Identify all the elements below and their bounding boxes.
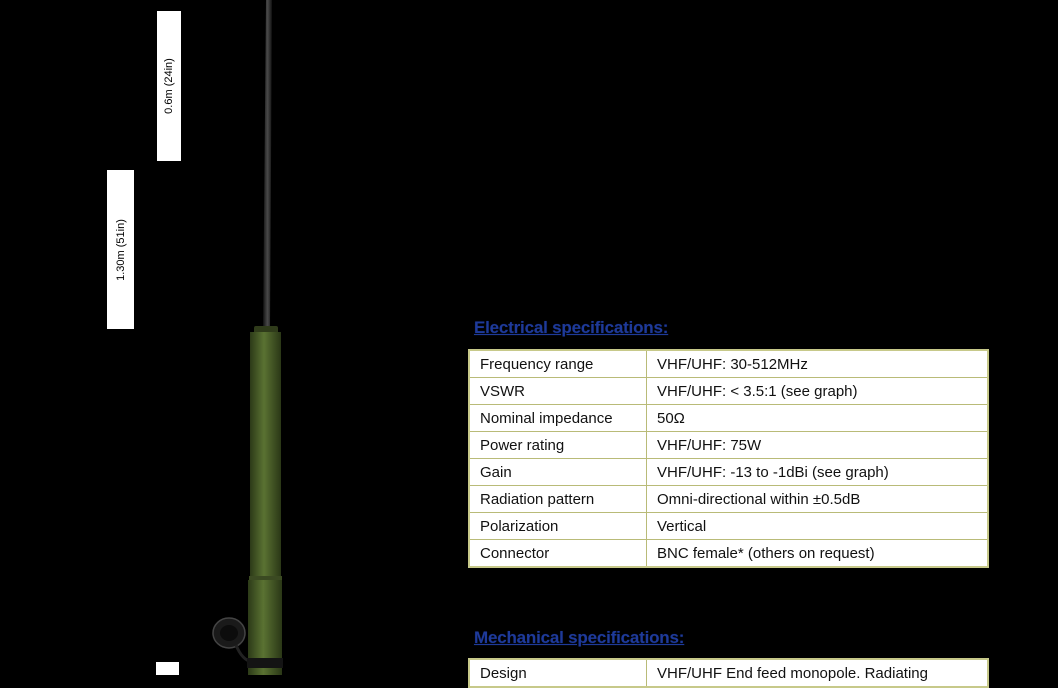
spec-value: 50Ω	[647, 405, 989, 432]
spec-value: VHF/UHF: 75W	[647, 432, 989, 459]
spec-label: Frequency range	[469, 350, 647, 378]
dimension-bottom-box	[156, 662, 179, 675]
dimension-lower-label: 1.30m (51in)	[114, 218, 127, 281]
spec-label: Gain	[469, 459, 647, 486]
spec-label: Polarization	[469, 513, 647, 540]
spec-row	[469, 350, 988, 378]
spec-row	[469, 540, 988, 568]
spec-row	[469, 513, 988, 540]
spec-row	[469, 405, 988, 432]
spec-label: VSWR	[469, 378, 647, 405]
dimension-lower-box	[107, 170, 134, 329]
spec-label: Connector	[469, 540, 647, 568]
dimension-upper-label: 0.6m (24in)	[163, 58, 175, 114]
antenna-body	[250, 332, 281, 578]
spec-value: Vertical	[647, 513, 989, 540]
antenna-bottom-ring	[247, 658, 283, 668]
whip-element	[263, 0, 272, 330]
electrical-specs-table	[468, 349, 989, 568]
mechanical-specs-title: Mechanical specifications:	[474, 628, 685, 647]
spec-value: VHF/UHF: 30-512MHz	[647, 350, 989, 378]
antenna-image	[200, 0, 310, 675]
spec-value: VHF/UHF: < 3.5:1 (see graph)	[647, 378, 989, 405]
spec-label: Design	[469, 659, 647, 687]
spec-label: Radiation pattern	[469, 486, 647, 513]
spec-row	[469, 432, 988, 459]
mechanical-specs-table	[468, 658, 989, 688]
spec-value: Omni-directional within ±0.5dB	[647, 486, 989, 513]
spec-row	[469, 459, 988, 486]
spec-value: BNC female* (others on request)	[647, 540, 989, 568]
electrical-specs-title: Electrical specifications:	[474, 318, 669, 337]
spec-value: VHF/UHF End feed monopole. Radiating	[647, 659, 989, 687]
spec-row	[469, 486, 988, 513]
spec-label: Power rating	[469, 432, 647, 459]
spec-row	[469, 659, 988, 687]
spec-label: Nominal impedance	[469, 405, 647, 432]
dimension-upper-box	[157, 11, 181, 161]
spec-row	[469, 378, 988, 405]
spec-value: VHF/UHF: -13 to -1dBi (see graph)	[647, 459, 989, 486]
connector-cap	[213, 618, 252, 662]
